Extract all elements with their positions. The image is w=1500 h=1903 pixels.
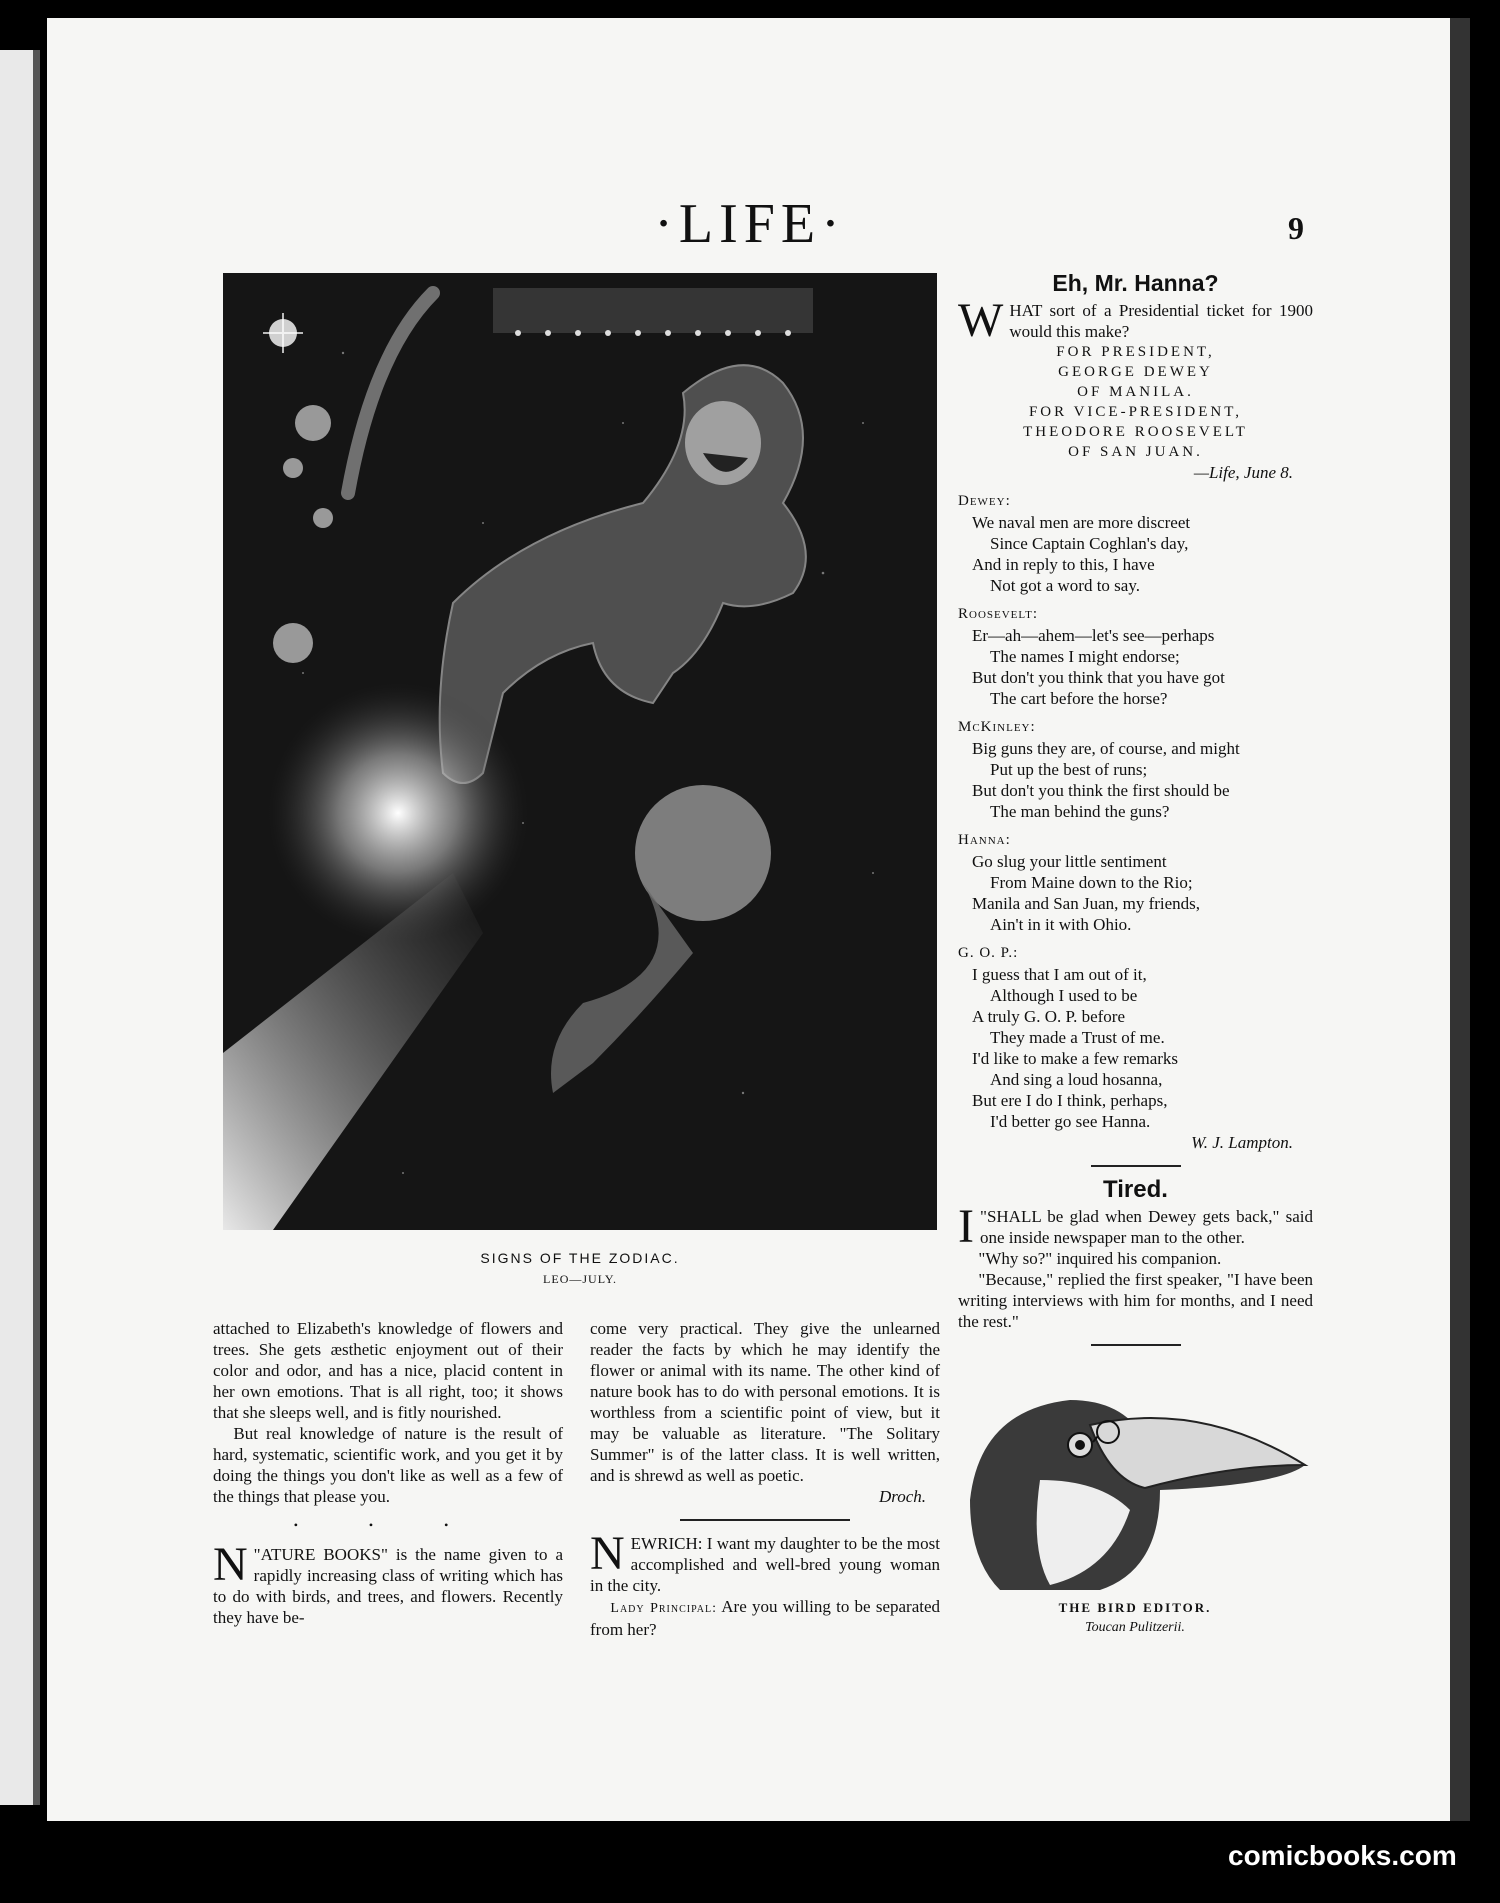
ticket-line: OF MANILA. xyxy=(1077,384,1194,400)
verse-line: Ain't in it with Ohio. xyxy=(990,915,1132,934)
page-binding-edge xyxy=(1450,18,1470,1821)
verse-line: Since Captain Coghlan's day, xyxy=(990,534,1189,553)
stanza-speaker: G. O. P.: xyxy=(958,945,1019,961)
verse-line: A truly G. O. P. before xyxy=(972,1007,1125,1026)
verse-line: Er—ah—ahem—let's see—perhaps xyxy=(972,626,1215,645)
bird-caption: THE BIRD EDITOR. xyxy=(1058,1600,1212,1615)
hanna-source: —Life, June 8. xyxy=(1193,463,1293,482)
verse-line: Manila and San Juan, my friends, xyxy=(972,894,1201,913)
nature-dropcap: N xyxy=(213,1538,248,1591)
stanza xyxy=(972,964,1313,1132)
stanza-speaker: Roosevelt: xyxy=(958,606,1038,622)
stanza xyxy=(972,851,1313,935)
nature-column xyxy=(213,1318,563,1628)
body-paragraph: But real knowledge of nature is the result of hard, systematic, scientific work, and you get it by doing the things you don't like as well as a few of the things that please you. xyxy=(213,1424,563,1506)
tired-title: Tired. xyxy=(1103,1176,1168,1203)
hanna-title: Eh, Mr. Hanna? xyxy=(1052,270,1219,296)
previous-page-edge xyxy=(0,50,40,1805)
ticket-line: GEORGE DEWEY xyxy=(1058,364,1213,380)
toucan-illustration xyxy=(960,1370,1310,1595)
ticket-line: FOR VICE-PRESIDENT, xyxy=(1028,404,1243,420)
section-dots: • • • xyxy=(293,1518,483,1532)
stanza xyxy=(972,625,1313,709)
body-paragraph: ATURE BOOKS" is the name given to a rapidly increasing class of writing which has to do with birds, and trees, and flowers. Recently they have be- xyxy=(213,1545,563,1627)
verse-line: Although I used to be xyxy=(990,986,1138,1005)
stanza-speaker: Hanna: xyxy=(958,832,1011,848)
verse-line: Not got a word to say. xyxy=(990,576,1140,595)
body-paragraph: Are you willing to be separated from her? xyxy=(590,1597,941,1639)
verse-line: I guess that I am out of it, xyxy=(972,965,1147,984)
zodiac-illustration xyxy=(223,273,937,1230)
hanna-poem xyxy=(958,270,1313,1358)
section-divider xyxy=(680,1519,850,1521)
section-divider xyxy=(1091,1165,1181,1167)
verse-line: But don't you think that you have got xyxy=(972,668,1225,687)
stanza-speaker: McKinley: xyxy=(958,719,1036,735)
verse-line: Big guns they are, of course, and might xyxy=(972,739,1240,758)
stanza xyxy=(972,512,1313,596)
nature-open-quote: " xyxy=(253,1545,261,1564)
hanna-dropcap: W xyxy=(958,294,1004,347)
verse-line: The cart before the horse? xyxy=(990,689,1168,708)
bird-subcaption: Toucan Pulitzerii. xyxy=(1085,1620,1185,1635)
verse-line: And in reply to this, I have xyxy=(972,555,1155,574)
illustration-subcaption: LEO—JULY. xyxy=(543,1272,617,1286)
body-paragraph: attached to Elizabeth's knowledge of flowers and trees. She gets æsthetic enjoyment out of their color and odor, and has a nice, placid content in her own emotions. That is all right, too; it shows that she sleeps well, and is fitly nourished. xyxy=(213,1319,563,1422)
newrich-dropcap: N xyxy=(590,1527,625,1580)
masthead: ·LIFE· xyxy=(654,193,846,255)
verse-line: Put up the best of runs; xyxy=(990,760,1148,779)
page-number: 9 xyxy=(1288,210,1304,246)
explosion-burst xyxy=(268,683,528,943)
verse-line: They made a Trust of me. xyxy=(990,1028,1165,1047)
tired-open-quote: " xyxy=(979,1207,987,1226)
verse-line: From Maine down to the Rio; xyxy=(990,873,1193,892)
verse-line: And sing a loud hosanna, xyxy=(990,1070,1163,1089)
ticket-line: OF SAN JUAN. xyxy=(1068,444,1203,460)
body-paragraph: come very practical. They give the unlearned reader the facts by which he may identify the flower or animal with its name. The other kind of nature book has to do with personal emotions. It is worthless from a scientific point of view, but it may be valuable as literature. "The Solitary Summer" is of the latter class. It is well written, and is shrewd as well as poetic. xyxy=(590,1319,940,1485)
ticket-line: FOR PRESIDENT, xyxy=(1056,344,1215,360)
verse-line: But ere I do I think, perhaps, xyxy=(972,1091,1168,1110)
tired-paragraph: SHALL be glad when Dewey gets back," said one inside newspaper man to the other. xyxy=(979,1207,1313,1247)
stanza xyxy=(972,738,1313,822)
verse-line: The man behind the guns? xyxy=(990,802,1170,821)
verse-line: The names I might endorse; xyxy=(990,647,1180,666)
tired-dropcap: I xyxy=(958,1200,974,1253)
verse-line: Go slug your little sentiment xyxy=(972,852,1167,871)
ticket-line: THEODORE ROOSEVELT xyxy=(1023,424,1248,440)
tired-paragraph: "Why so?" inquired his companion. xyxy=(978,1249,1222,1268)
verse-line: But don't you think the first should be xyxy=(972,781,1230,800)
tired-paragraph: "Because," replied the first speaker, "I have been writing interviews with him for months, and I need the rest." xyxy=(958,1270,1313,1331)
hanna-author: W. J. Lampton. xyxy=(1191,1133,1293,1152)
stanza-speaker: Dewey: xyxy=(958,493,1011,509)
verse-line: We naval men are more discreet xyxy=(972,513,1191,532)
site-watermark: comicbooks.com xyxy=(1228,1840,1457,1871)
verse-line: I'd like to make a few remarks xyxy=(972,1049,1179,1068)
verse-line: I'd better go see Hanna. xyxy=(990,1112,1151,1131)
hanna-intro: HAT sort of a Presidential ticket for 1900 would this make? xyxy=(1009,301,1313,341)
middle-column xyxy=(590,1318,940,1640)
illustration-caption: SIGNS OF THE ZODIAC. xyxy=(480,1250,680,1266)
section-divider xyxy=(1091,1344,1181,1346)
droch-signature: Droch. xyxy=(878,1487,926,1506)
body-paragraph: EWRICH: I want my daughter to be the most accomplished and well-bred young woman in the city. xyxy=(590,1534,940,1595)
lady-speaker: Lady Principal: xyxy=(610,1601,717,1616)
